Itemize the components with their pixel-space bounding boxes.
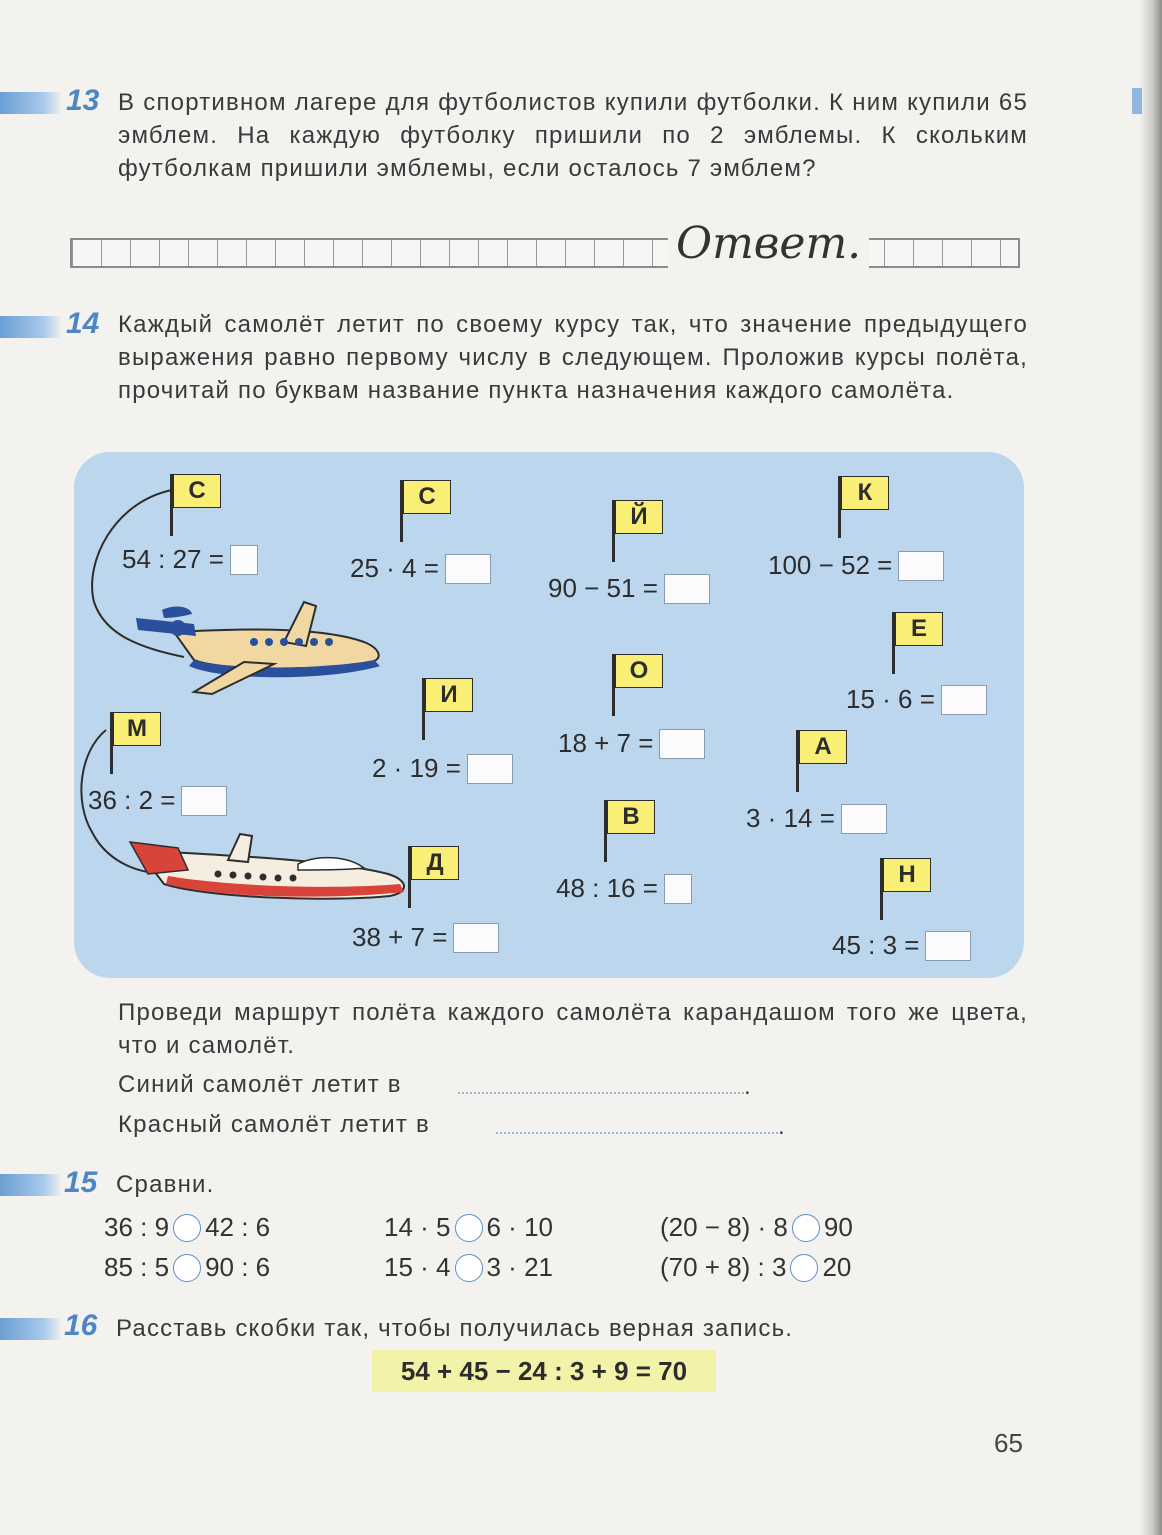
flag-letter: И: [425, 678, 473, 712]
expression-k: [768, 550, 944, 581]
task-marker-16: [0, 1318, 62, 1340]
expression-text: 54 : 27 =: [122, 544, 224, 574]
answer-box[interactable]: [664, 574, 710, 604]
task-15-title: Сравни.: [116, 1171, 215, 1198]
task-14-instruction: Проведи маршрут полёта каждого самолёта карандашом того же цвета, что и самолёт.: [118, 999, 1028, 1059]
flag-letter: Е: [895, 612, 943, 646]
compare-item: [660, 1252, 851, 1283]
expression-d: [352, 922, 499, 953]
expression-y: [548, 573, 710, 604]
flag-letter: А: [799, 730, 847, 764]
blue-plane: [136, 602, 380, 694]
compare-item: [384, 1252, 553, 1283]
task-number-16: 16: [64, 1309, 98, 1342]
answer-box[interactable]: [659, 729, 705, 759]
expression-m: [88, 785, 227, 816]
flag-letter: М: [113, 712, 161, 746]
compare-item: [104, 1212, 270, 1243]
compare-item: [384, 1212, 553, 1243]
answer-box[interactable]: [664, 874, 692, 904]
answer-box[interactable]: [467, 754, 513, 784]
page-number: 65: [994, 1428, 1023, 1458]
compare-right: 6 · 10: [486, 1212, 553, 1242]
expression-a: [746, 803, 887, 834]
flag-letter: С: [403, 480, 451, 514]
compare-circle[interactable]: [792, 1214, 820, 1242]
answer-label: Ответ.: [668, 218, 869, 269]
flag-letter: Д: [411, 846, 459, 880]
answer-box[interactable]: [445, 554, 491, 584]
task-number-13: 13: [66, 84, 100, 117]
answer-grid[interactable]: [70, 238, 1020, 268]
flag-letter: В: [607, 800, 655, 834]
line-end: .: [778, 1113, 786, 1140]
compare-right: 3 · 21: [486, 1252, 553, 1282]
compare-circle[interactable]: [173, 1254, 201, 1282]
compare-left: 36 : 9: [104, 1212, 170, 1242]
expression-text: 100 − 52 =: [768, 550, 893, 580]
expression-e: [846, 684, 987, 715]
page-tab-marker: [1132, 88, 1142, 114]
expression-text: 90 − 51 =: [548, 573, 658, 603]
expression-n: [832, 930, 971, 961]
compare-item: [660, 1212, 853, 1243]
expression-text: 38 + 7 =: [352, 922, 448, 952]
answer-box[interactable]: [898, 551, 944, 581]
expression-text: 18 + 7 =: [558, 728, 654, 758]
compare-right: 20: [822, 1252, 852, 1282]
expression-text: 25 · 4 =: [350, 553, 439, 583]
expression-text: 3 · 14 =: [746, 803, 835, 833]
equation: 54 + 45 − 24 : 3 + 9 = 70: [400, 1356, 688, 1386]
equation-highlight: [372, 1350, 716, 1392]
expression-text: 36 : 2 =: [88, 785, 176, 815]
answer-box[interactable]: [181, 786, 227, 816]
compare-left: 14 · 5: [384, 1212, 451, 1242]
compare-left: 15 · 4: [384, 1252, 451, 1282]
blue-plane-question: Синий самолёт летит в: [118, 1071, 402, 1098]
expression-c1: [122, 544, 258, 575]
compare-circle[interactable]: [455, 1254, 483, 1282]
compare-circle[interactable]: [455, 1214, 483, 1242]
expression-text: 45 : 3 =: [832, 930, 920, 960]
expression-text: 48 : 16 =: [556, 873, 658, 903]
page-edge: [1140, 0, 1162, 1535]
compare-left: 85 : 5: [104, 1252, 170, 1282]
answer-box[interactable]: [230, 545, 258, 575]
task-16-text: Расставь скобки так, чтобы получилась верная запись.: [116, 1315, 794, 1342]
compare-right: 90: [823, 1212, 853, 1242]
answer-box[interactable]: [453, 923, 499, 953]
compare-circle[interactable]: [173, 1214, 201, 1242]
task-number-14: 14: [66, 307, 100, 340]
flag-letter: К: [841, 476, 889, 510]
task-marker-13: [0, 92, 62, 114]
answer-box[interactable]: [841, 804, 887, 834]
answer-box[interactable]: [941, 685, 987, 715]
task-14-text: Каждый самолёт летит по своему курсу так, что значение предыдущего выражения равно первому числу в следующем. Проложив курсы полёта, прочитай по буквам название пункта назначения каждого самолёта.: [118, 311, 1028, 404]
expression-v: [556, 873, 692, 904]
expression-o: [558, 728, 705, 759]
red-plane-question: Красный самолёт летит в: [118, 1111, 430, 1138]
compare-item: [104, 1252, 270, 1283]
flag-letter: О: [615, 654, 663, 688]
red-plane: [130, 834, 404, 899]
flag-letter: Н: [883, 858, 931, 892]
answer-box[interactable]: [925, 931, 971, 961]
flag-letter: Й: [615, 500, 663, 534]
task-number-15: 15: [64, 1166, 98, 1199]
expression-i: [372, 753, 513, 784]
task-13-text: В спортивном лагере для футболистов купили футболки. К ним купили 65 эмблем. На каждую футболку пришили по 2 эмблемы. К скольким футболкам пришили эмблемы, если осталось 7 эмблем?: [118, 89, 1028, 182]
blue-answer-line[interactable]: [458, 1092, 744, 1094]
compare-right: 42 : 6: [205, 1212, 271, 1242]
expression-c2: [350, 553, 491, 584]
expression-text: 2 · 19 =: [372, 753, 461, 783]
task-marker-14: [0, 316, 62, 338]
red-answer-line[interactable]: [496, 1132, 778, 1134]
compare-circle[interactable]: [790, 1254, 818, 1282]
compare-left: (20 − 8) · 8: [660, 1212, 788, 1242]
task-marker-15: [0, 1174, 62, 1196]
compare-right: 90 : 6: [205, 1252, 271, 1282]
line-end: .: [744, 1073, 752, 1100]
expression-text: 15 · 6 =: [846, 684, 935, 714]
flag-letter: С: [173, 474, 221, 508]
compare-left: (70 + 8) : 3: [660, 1252, 787, 1282]
